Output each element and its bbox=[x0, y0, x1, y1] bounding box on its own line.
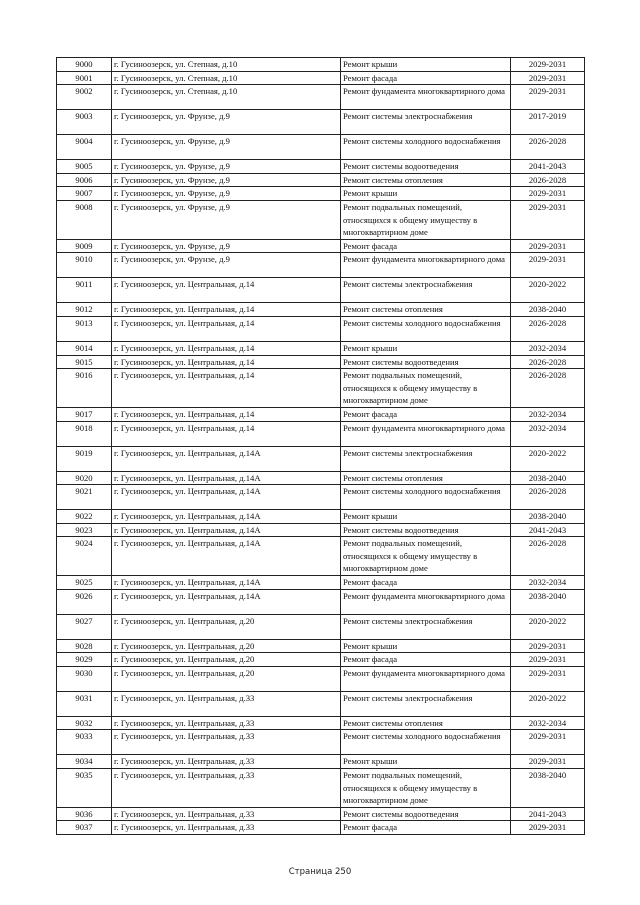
address-cell: г. Гусиноозерск, ул. Фрунзе, д.9 bbox=[112, 110, 341, 135]
row-number: 9026 bbox=[57, 589, 112, 614]
work-type-cell: Ремонт системы отопления bbox=[341, 173, 511, 187]
row-number: 9029 bbox=[57, 653, 112, 667]
work-type-cell: Ремонт подвальных помещений, относящихся к общему имуществу в многоквартирном доме bbox=[341, 200, 511, 239]
period-cell: 2029-2031 bbox=[511, 200, 585, 239]
table-row bbox=[57, 173, 585, 187]
work-type-cell: Ремонт системы водоотведения bbox=[341, 807, 511, 821]
work-type-cell: Ремонт системы холодного водоснабжения bbox=[341, 316, 511, 341]
period-cell: 2032-2034 bbox=[511, 576, 585, 590]
work-type-cell: Ремонт подвальных помещений, относящихся к общему имуществу в многоквартирном доме bbox=[341, 369, 511, 408]
address-cell: г. Гусиноозерск, ул. Центральная, д.20 bbox=[112, 653, 341, 667]
row-number: 9037 bbox=[57, 821, 112, 835]
table-row bbox=[57, 278, 585, 303]
table-row bbox=[57, 471, 585, 485]
row-number: 9005 bbox=[57, 160, 112, 174]
address-cell: г. Гусиноозерск, ул. Фрунзе, д.9 bbox=[112, 160, 341, 174]
table-row bbox=[57, 369, 585, 408]
row-number: 9030 bbox=[57, 666, 112, 691]
period-cell: 2026-2028 bbox=[511, 173, 585, 187]
work-type-cell: Ремонт фундамента многоквартирного дома bbox=[341, 253, 511, 278]
table-row bbox=[57, 730, 585, 755]
work-type-cell: Ремонт системы отопления bbox=[341, 471, 511, 485]
work-type-cell: Ремонт системы водоотведения bbox=[341, 355, 511, 369]
address-cell: г. Гусиноозерск, ул. Степная, д.10 bbox=[112, 71, 341, 85]
work-type-cell: Ремонт фасада bbox=[341, 239, 511, 253]
row-number: 9000 bbox=[57, 58, 112, 72]
row-number: 9019 bbox=[57, 446, 112, 471]
table-row bbox=[57, 71, 585, 85]
row-number: 9036 bbox=[57, 807, 112, 821]
period-cell: 2029-2031 bbox=[511, 239, 585, 253]
address-cell: г. Гусиноозерск, ул. Центральная, д.14 bbox=[112, 316, 341, 341]
period-cell: 2038-2040 bbox=[511, 589, 585, 614]
work-type-cell: Ремонт фасада bbox=[341, 653, 511, 667]
period-cell: 2029-2031 bbox=[511, 71, 585, 85]
row-number: 9031 bbox=[57, 691, 112, 716]
table-row bbox=[57, 303, 585, 317]
period-cell: 2029-2031 bbox=[511, 253, 585, 278]
row-number: 9002 bbox=[57, 85, 112, 110]
table-row bbox=[57, 614, 585, 639]
address-cell: г. Гусиноозерск, ул. Центральная, д.14А bbox=[112, 576, 341, 590]
table-row bbox=[57, 200, 585, 239]
table-row bbox=[57, 407, 585, 421]
row-number: 9028 bbox=[57, 639, 112, 653]
period-cell: 2029-2031 bbox=[511, 755, 585, 769]
table-row bbox=[57, 510, 585, 524]
work-type-cell: Ремонт системы электроснабжения bbox=[341, 446, 511, 471]
row-number: 9011 bbox=[57, 278, 112, 303]
period-cell: 2041-2043 bbox=[511, 807, 585, 821]
work-type-cell: Ремонт системы электроснабжения bbox=[341, 110, 511, 135]
row-number: 9024 bbox=[57, 537, 112, 576]
address-cell: г. Гусиноозерск, ул. Центральная, д.14А bbox=[112, 589, 341, 614]
address-cell: г. Гусиноозерск, ул. Центральная, д.14А bbox=[112, 510, 341, 524]
work-type-cell: Ремонт крыши bbox=[341, 510, 511, 524]
page-number: Страница 250 bbox=[288, 867, 352, 877]
period-cell: 2026-2028 bbox=[511, 485, 585, 510]
period-cell: 2026-2028 bbox=[511, 316, 585, 341]
period-cell: 2029-2031 bbox=[511, 730, 585, 755]
work-type-cell: Ремонт крыши bbox=[341, 755, 511, 769]
work-type-cell: Ремонт системы водоотведения bbox=[341, 160, 511, 174]
address-cell: г. Гусиноозерск, ул. Центральная, д.14 bbox=[112, 369, 341, 408]
table-row bbox=[57, 716, 585, 730]
work-type-cell: Ремонт фасада bbox=[341, 407, 511, 421]
row-number: 9008 bbox=[57, 200, 112, 239]
work-type-cell: Ремонт фасада bbox=[341, 71, 511, 85]
table-row bbox=[57, 316, 585, 341]
period-cell: 2020-2022 bbox=[511, 278, 585, 303]
period-cell: 2029-2031 bbox=[511, 58, 585, 72]
table-row bbox=[57, 666, 585, 691]
table-row bbox=[57, 537, 585, 576]
work-type-cell: Ремонт системы электроснабжения bbox=[341, 278, 511, 303]
work-type-cell: Ремонт системы холодного водоснабжения bbox=[341, 135, 511, 160]
table-row bbox=[57, 639, 585, 653]
row-number: 9035 bbox=[57, 769, 112, 808]
work-type-cell: Ремонт фундамента многоквартирного дома bbox=[341, 85, 511, 110]
row-number: 9007 bbox=[57, 187, 112, 201]
row-number: 9022 bbox=[57, 510, 112, 524]
period-cell: 2029-2031 bbox=[511, 187, 585, 201]
address-cell: г. Гусиноозерск, ул. Центральная, д.14 bbox=[112, 341, 341, 355]
address-cell: г. Гусиноозерск, ул. Центральная, д.14 bbox=[112, 407, 341, 421]
period-cell: 2032-2034 bbox=[511, 407, 585, 421]
work-type-cell: Ремонт фасада bbox=[341, 821, 511, 835]
address-cell: г. Гусиноозерск, ул. Центральная, д.20 bbox=[112, 639, 341, 653]
address-cell: г. Гусиноозерск, ул. Центральная, д.14 bbox=[112, 355, 341, 369]
address-cell: г. Гусиноозерск, ул. Центральная, д.33 bbox=[112, 755, 341, 769]
table-row bbox=[57, 523, 585, 537]
address-cell: г. Гусиноозерск, ул. Фрунзе, д.9 bbox=[112, 239, 341, 253]
period-cell: 2032-2034 bbox=[511, 716, 585, 730]
address-cell: г. Гусиноозерск, ул. Фрунзе, д.9 bbox=[112, 253, 341, 278]
row-number: 9015 bbox=[57, 355, 112, 369]
table-row bbox=[57, 421, 585, 446]
work-type-cell: Ремонт системы отопления bbox=[341, 303, 511, 317]
table-row bbox=[57, 769, 585, 808]
period-cell: 2029-2031 bbox=[511, 653, 585, 667]
table-row bbox=[57, 239, 585, 253]
row-number: 9021 bbox=[57, 485, 112, 510]
work-type-cell: Ремонт системы холодного водоснабжения bbox=[341, 730, 511, 755]
period-cell: 2038-2040 bbox=[511, 510, 585, 524]
address-cell: г. Гусиноозерск, ул. Центральная, д.20 bbox=[112, 614, 341, 639]
row-number: 9033 bbox=[57, 730, 112, 755]
row-number: 9023 bbox=[57, 523, 112, 537]
table-row bbox=[57, 755, 585, 769]
table-row bbox=[57, 576, 585, 590]
row-number: 9009 bbox=[57, 239, 112, 253]
table-row bbox=[57, 485, 585, 510]
period-cell: 2038-2040 bbox=[511, 303, 585, 317]
row-number: 9003 bbox=[57, 110, 112, 135]
period-cell: 2038-2040 bbox=[511, 769, 585, 808]
period-cell: 2029-2031 bbox=[511, 666, 585, 691]
period-cell: 2032-2034 bbox=[511, 421, 585, 446]
address-cell: г. Гусиноозерск, ул. Фрунзе, д.9 bbox=[112, 173, 341, 187]
period-cell: 2026-2028 bbox=[511, 135, 585, 160]
row-number: 9001 bbox=[57, 71, 112, 85]
period-cell: 2026-2028 bbox=[511, 355, 585, 369]
work-type-cell: Ремонт крыши bbox=[341, 639, 511, 653]
period-cell: 2041-2043 bbox=[511, 160, 585, 174]
table-row bbox=[57, 653, 585, 667]
row-number: 9004 bbox=[57, 135, 112, 160]
address-cell: г. Гусиноозерск, ул. Центральная, д.14А bbox=[112, 537, 341, 576]
work-type-cell: Ремонт крыши bbox=[341, 187, 511, 201]
period-cell: 2041-2043 bbox=[511, 523, 585, 537]
table-row bbox=[57, 253, 585, 278]
work-type-cell: Ремонт крыши bbox=[341, 58, 511, 72]
row-number: 9012 bbox=[57, 303, 112, 317]
row-number: 9032 bbox=[57, 716, 112, 730]
row-number: 9010 bbox=[57, 253, 112, 278]
table-row bbox=[57, 807, 585, 821]
address-cell: г. Гусиноозерск, ул. Центральная, д.14А bbox=[112, 471, 341, 485]
work-type-cell: Ремонт системы электроснабжения bbox=[341, 691, 511, 716]
address-cell: г. Гусиноозерск, ул. Фрунзе, д.9 bbox=[112, 200, 341, 239]
period-cell: 2032-2034 bbox=[511, 341, 585, 355]
table-row bbox=[57, 446, 585, 471]
repair-schedule-table bbox=[56, 57, 585, 835]
address-cell: г. Гусиноозерск, ул. Центральная, д.33 bbox=[112, 691, 341, 716]
work-type-cell: Ремонт системы отопления bbox=[341, 716, 511, 730]
table-row bbox=[57, 110, 585, 135]
address-cell: г. Гусиноозерск, ул. Центральная, д.14 bbox=[112, 278, 341, 303]
work-type-cell: Ремонт подвальных помещений, относящихся к общему имуществу в многоквартирном доме bbox=[341, 769, 511, 808]
period-cell: 2038-2040 bbox=[511, 471, 585, 485]
period-cell: 2029-2031 bbox=[511, 639, 585, 653]
address-cell: г. Гусиноозерск, ул. Фрунзе, д.9 bbox=[112, 187, 341, 201]
work-type-cell: Ремонт фундамента многоквартирного дома bbox=[341, 421, 511, 446]
row-number: 9014 bbox=[57, 341, 112, 355]
table-row bbox=[57, 691, 585, 716]
period-cell: 2026-2028 bbox=[511, 537, 585, 576]
work-type-cell: Ремонт крыши bbox=[341, 341, 511, 355]
address-cell: г. Гусиноозерск, ул. Центральная, д.14 bbox=[112, 303, 341, 317]
table-row bbox=[57, 355, 585, 369]
address-cell: г. Гусиноозерск, ул. Центральная, д.14А bbox=[112, 446, 341, 471]
work-type-cell: Ремонт системы холодного водоснабжения bbox=[341, 485, 511, 510]
address-cell: г. Гусиноозерск, ул. Степная, д.10 bbox=[112, 58, 341, 72]
table-row bbox=[57, 58, 585, 72]
table-row bbox=[57, 187, 585, 201]
row-number: 9017 bbox=[57, 407, 112, 421]
period-cell: 2020-2022 bbox=[511, 691, 585, 716]
row-number: 9025 bbox=[57, 576, 112, 590]
period-cell: 2020-2022 bbox=[511, 614, 585, 639]
period-cell: 2029-2031 bbox=[511, 821, 585, 835]
period-cell: 2026-2028 bbox=[511, 369, 585, 408]
address-cell: г. Гусиноозерск, ул. Центральная, д.14 bbox=[112, 421, 341, 446]
work-type-cell: Ремонт системы водоотведения bbox=[341, 523, 511, 537]
table-row bbox=[57, 821, 585, 835]
address-cell: г. Гусиноозерск, ул. Фрунзе, д.9 bbox=[112, 135, 341, 160]
period-cell: 2029-2031 bbox=[511, 85, 585, 110]
period-cell: 2017-2019 bbox=[511, 110, 585, 135]
table-body bbox=[57, 58, 585, 835]
period-cell: 2020-2022 bbox=[511, 446, 585, 471]
work-type-cell: Ремонт фундамента многоквартирного дома bbox=[341, 589, 511, 614]
work-type-cell: Ремонт системы электроснабжения bbox=[341, 614, 511, 639]
row-number: 9020 bbox=[57, 471, 112, 485]
address-cell: г. Гусиноозерск, ул. Центральная, д.14А bbox=[112, 485, 341, 510]
address-cell: г. Гусиноозерск, ул. Центральная, д.33 bbox=[112, 716, 341, 730]
row-number: 9018 bbox=[57, 421, 112, 446]
address-cell: г. Гусиноозерск, ул. Степная, д.10 bbox=[112, 85, 341, 110]
table-row bbox=[57, 341, 585, 355]
address-cell: г. Гусиноозерск, ул. Центральная, д.20 bbox=[112, 666, 341, 691]
row-number: 9016 bbox=[57, 369, 112, 408]
row-number: 9013 bbox=[57, 316, 112, 341]
work-type-cell: Ремонт фундамента многоквартирного дома bbox=[341, 666, 511, 691]
row-number: 9034 bbox=[57, 755, 112, 769]
address-cell: г. Гусиноозерск, ул. Центральная, д.33 bbox=[112, 769, 341, 808]
table-row bbox=[57, 85, 585, 110]
table-row bbox=[57, 160, 585, 174]
address-cell: г. Гусиноозерск, ул. Центральная, д.14А bbox=[112, 523, 341, 537]
row-number: 9006 bbox=[57, 173, 112, 187]
address-cell: г. Гусиноозерск, ул. Центральная, д.33 bbox=[112, 730, 341, 755]
table-row bbox=[57, 589, 585, 614]
work-type-cell: Ремонт фасада bbox=[341, 576, 511, 590]
address-cell: г. Гусиноозерск, ул. Центральная, д.33 bbox=[112, 821, 341, 835]
work-type-cell: Ремонт подвальных помещений, относящихся к общему имуществу в многоквартирном доме bbox=[341, 537, 511, 576]
row-number: 9027 bbox=[57, 614, 112, 639]
table-row bbox=[57, 135, 585, 160]
address-cell: г. Гусиноозерск, ул. Центральная, д.33 bbox=[112, 807, 341, 821]
